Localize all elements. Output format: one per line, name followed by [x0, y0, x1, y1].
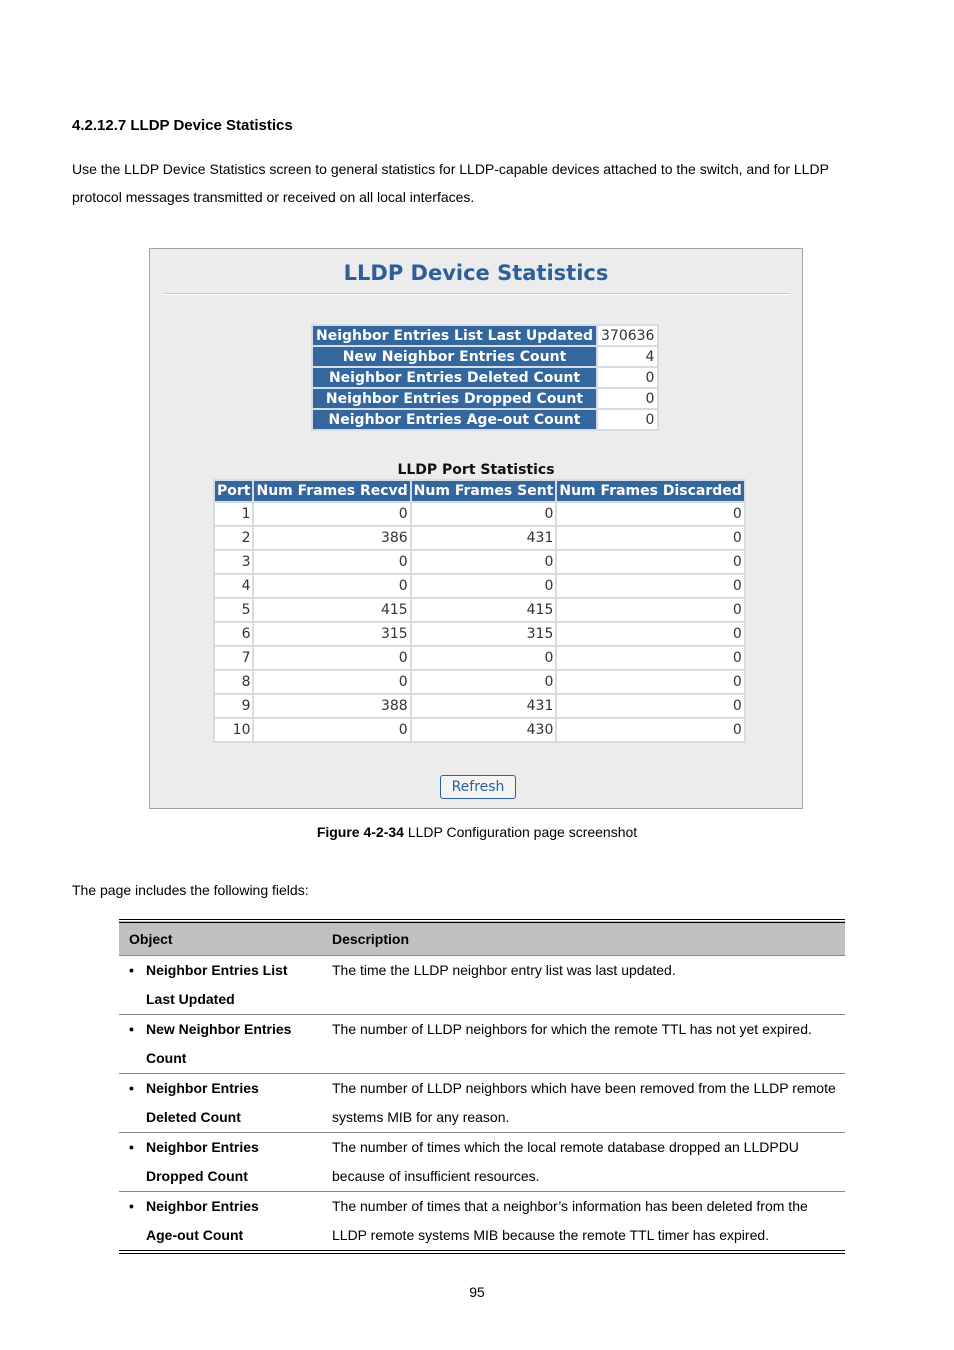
summary-label: New Neighbor Entries Count [313, 347, 596, 366]
frames-recvd-cell: 0 [254, 551, 409, 573]
frames-sent-cell: 0 [412, 575, 556, 597]
intro-text-line-2: protocol messages transmitted or received on all local interfaces. [72, 189, 475, 205]
frames-recvd-cell: 0 [254, 647, 409, 669]
frames-recvd-cell: 415 [254, 599, 409, 621]
screenshot-title: LLDP Device Statistics [343, 261, 609, 285]
figure-caption [0, 824, 954, 840]
bullet-icon: • [129, 962, 134, 978]
page-number: 95 [469, 1284, 485, 1300]
summary-row [313, 410, 657, 429]
fields-table [119, 919, 845, 1254]
bullet-icon: • [129, 1080, 134, 1096]
object-text [146, 956, 288, 1013]
frames-discarded-cell: 0 [557, 599, 743, 621]
object-line: Deleted Count [146, 1108, 241, 1125]
frames-discarded-cell: 0 [557, 575, 743, 597]
fields-row [119, 1192, 845, 1253]
summary-value: 0 [598, 368, 657, 387]
fields-row [119, 1133, 845, 1192]
figure-label: Figure 4-2-34 [316, 824, 404, 840]
object-text [146, 1074, 259, 1131]
intro-text-line-1: Use the LLDP Device Statistics screen to general statistics for LLDP-capable devices attached to the switch, and for LLDP [72, 161, 829, 177]
summary-row [313, 347, 657, 366]
screenshot-panel [149, 248, 803, 809]
fields-row [119, 1015, 845, 1074]
frames-sent-cell: 0 [412, 551, 556, 573]
table-row [215, 671, 744, 693]
port-cell: 5 [215, 599, 252, 621]
frames-discarded-cell: 0 [557, 671, 743, 693]
description-cell [322, 1133, 845, 1192]
port-cell: 9 [215, 695, 252, 717]
col-header-port: Port [217, 483, 251, 499]
description-line: LLDP remote systems MIB because the remote TTL timer has expired. [332, 1226, 770, 1243]
frames-recvd-cell: 0 [254, 575, 409, 597]
object-wrap [129, 1015, 322, 1072]
frames-discarded-cell: 0 [557, 551, 743, 573]
summary-label: Neighbor Entries Deleted Count [313, 368, 596, 387]
fields-row [119, 956, 845, 1015]
table-row [215, 527, 744, 549]
object-wrap [129, 1192, 322, 1249]
frames-recvd-cell: 0 [254, 503, 409, 525]
description-line: systems MIB for any reason. [332, 1108, 510, 1125]
object-cell [119, 1074, 322, 1133]
figure-caption-text: LLDP Configuration page screenshot [403, 824, 638, 840]
frames-discarded-cell: 0 [557, 623, 743, 645]
object-line: Last Updated [146, 990, 235, 1007]
object-text [146, 1192, 259, 1249]
object-text [146, 1015, 291, 1072]
frames-sent-cell: 0 [412, 503, 556, 525]
frames-recvd-cell: 315 [254, 623, 409, 645]
frames-recvd-cell: 0 [254, 671, 409, 693]
frames-sent-cell: 0 [412, 647, 556, 669]
table-row [215, 695, 744, 717]
port-stats-table [213, 479, 746, 743]
object-line: Age-out Count [146, 1226, 244, 1243]
col-header-object: Object [119, 921, 322, 956]
table-row [215, 575, 744, 597]
object-wrap [129, 1074, 322, 1131]
frames-sent-cell: 430 [412, 719, 556, 741]
description-line: The time the LLDP neighbor entry list was last updated. [332, 962, 676, 978]
table-row [215, 503, 744, 525]
summary-value: 0 [598, 410, 657, 429]
description-line [332, 1044, 841, 1073]
port-cell: 10 [215, 719, 252, 741]
object-line: New Neighbor Entries [146, 1021, 292, 1037]
object-line: Count [146, 1049, 187, 1066]
port-cell: 8 [215, 671, 252, 693]
summary-value: 370636 [598, 326, 657, 345]
summary-table [311, 324, 659, 431]
object-cell [119, 1192, 322, 1253]
description-line: because of insufficient resources. [332, 1167, 540, 1184]
summary-row [313, 326, 657, 345]
description-cell [322, 1074, 845, 1133]
section-heading: 4.2.12.7 LLDP Device Statistics [72, 117, 293, 134]
object-cell [119, 1015, 322, 1074]
bullet-icon: • [129, 1139, 134, 1155]
fields-row [119, 1074, 845, 1133]
table-row [215, 551, 744, 573]
description-cell [322, 956, 845, 1015]
table-row [215, 719, 744, 741]
object-wrap [129, 956, 322, 1013]
port-cell: 4 [215, 575, 252, 597]
frames-discarded-cell: 0 [557, 527, 743, 549]
table-row [215, 599, 744, 621]
object-cell [119, 1133, 322, 1192]
refresh-button[interactable]: Refresh [440, 775, 516, 799]
description-line [332, 985, 841, 1014]
frames-sent-cell: 431 [412, 695, 556, 717]
fields-header-row [119, 921, 845, 956]
col-header-frames-recvd: Num Frames Recvd [256, 483, 408, 499]
frames-discarded-cell: 0 [557, 503, 743, 525]
bullet-icon: • [129, 1021, 134, 1037]
summary-value: 0 [598, 389, 657, 408]
summary-label: Neighbor Entries Dropped Count [313, 389, 596, 408]
frames-sent-cell: 315 [412, 623, 556, 645]
col-header-frames-discarded: Num Frames Discarded [559, 483, 742, 499]
description-line: The number of LLDP neighbors for which the remote TTL has not yet expired. [332, 1021, 812, 1037]
col-header-description: Description [322, 921, 845, 956]
summary-row [313, 368, 657, 387]
frames-recvd-cell: 0 [254, 719, 409, 741]
port-stats-header-row [215, 481, 744, 501]
title-divider [164, 293, 790, 295]
bullet-icon: • [129, 1198, 134, 1214]
fields-intro: The page includes the following fields: [72, 882, 309, 898]
frames-discarded-cell: 0 [557, 647, 743, 669]
col-header-frames-sent: Num Frames Sent [413, 483, 554, 499]
port-stats-caption: LLDP Port Statistics [397, 462, 555, 478]
frames-discarded-cell: 0 [557, 719, 743, 741]
object-line: Neighbor Entries List [146, 962, 288, 978]
port-cell: 2 [215, 527, 252, 549]
frames-recvd-cell: 386 [254, 527, 409, 549]
summary-label: Neighbor Entries Age-out Count [313, 410, 596, 429]
frames-recvd-cell: 388 [254, 695, 409, 717]
description-line: The number of LLDP neighbors which have been removed from the LLDP remote [332, 1080, 836, 1096]
table-row [215, 623, 744, 645]
summary-label: Neighbor Entries List Last Updated [313, 326, 596, 345]
object-line: Dropped Count [146, 1167, 248, 1184]
frames-sent-cell: 431 [412, 527, 556, 549]
object-line: Neighbor Entries [146, 1198, 259, 1214]
description-line: The number of times that a neighbor’s information has been deleted from the [332, 1198, 808, 1214]
description-cell [322, 1192, 845, 1253]
frames-sent-cell: 0 [412, 671, 556, 693]
summary-value: 4 [598, 347, 657, 366]
table-row [215, 647, 744, 669]
description-line: The number of times which the local remote database dropped an LLDPDU [332, 1139, 799, 1155]
object-line: Neighbor Entries [146, 1080, 259, 1096]
summary-row [313, 389, 657, 408]
object-wrap [129, 1133, 322, 1190]
object-text [146, 1133, 259, 1190]
object-cell [119, 956, 322, 1015]
frames-sent-cell: 415 [412, 599, 556, 621]
port-cell: 1 [215, 503, 252, 525]
description-cell [322, 1015, 845, 1074]
port-cell: 3 [215, 551, 252, 573]
port-cell: 7 [215, 647, 252, 669]
port-cell: 6 [215, 623, 252, 645]
object-line: Neighbor Entries [146, 1139, 259, 1155]
frames-discarded-cell: 0 [557, 695, 743, 717]
